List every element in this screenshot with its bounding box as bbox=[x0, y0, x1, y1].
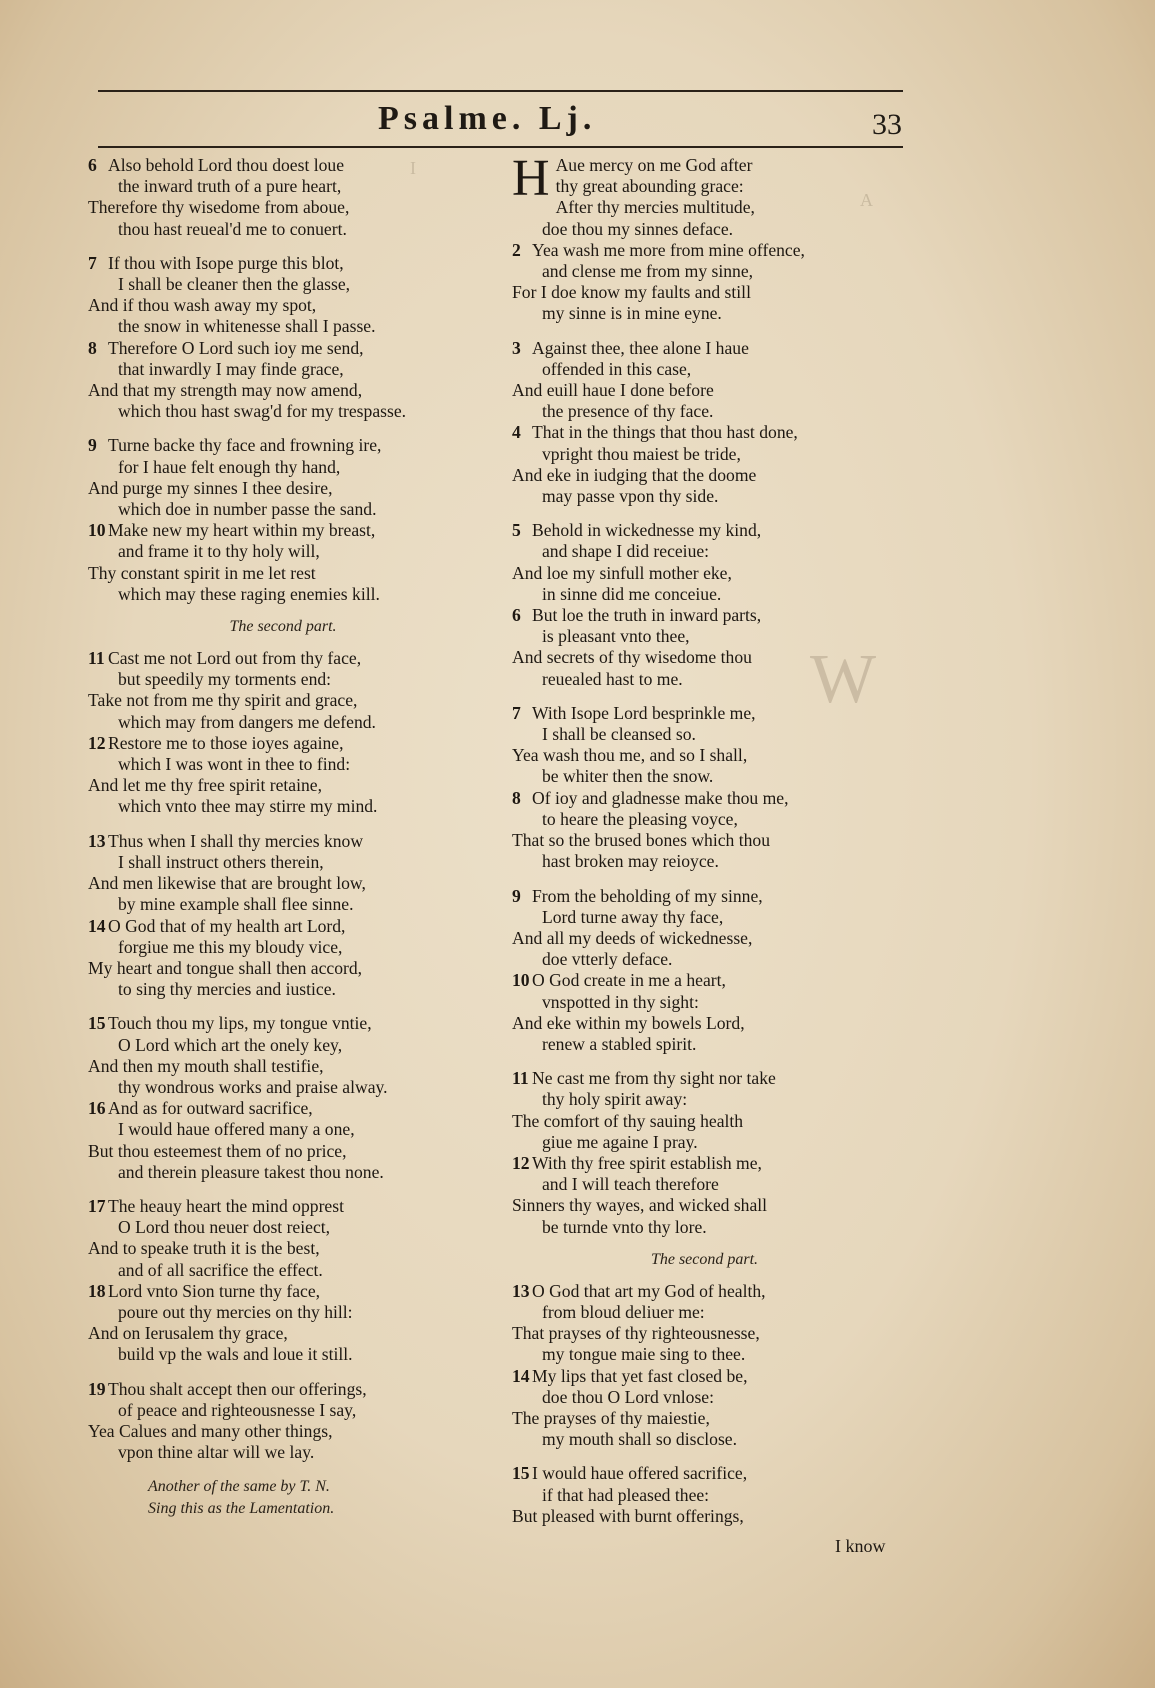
verse-line bbox=[88, 775, 478, 796]
verse-number: 16 bbox=[88, 1098, 106, 1119]
verse-number: 15 bbox=[512, 1463, 530, 1484]
verse-text: O God that of my health art Lord, bbox=[108, 915, 346, 936]
verse-text: forgiue me this my bloudy vice, bbox=[118, 936, 343, 957]
verse-line bbox=[88, 1035, 478, 1056]
verse-text: to heare the pleasing voyce, bbox=[542, 808, 738, 829]
verse-line bbox=[88, 1260, 478, 1281]
verse-text: And eke in iudging that the doome bbox=[512, 464, 757, 485]
verse-text: After thy mercies multitude, bbox=[555, 197, 755, 218]
stanza bbox=[88, 831, 478, 1001]
verse-line bbox=[512, 809, 897, 830]
verse-number: 9 bbox=[88, 435, 97, 456]
verse-text: which vnto thee may stirre my mind. bbox=[118, 796, 378, 817]
verse-text: the snow in whitenesse shall I passe. bbox=[118, 316, 376, 337]
verse-text: I shall be cleaner then the glasse, bbox=[118, 274, 351, 295]
verse-text: and frame it to thy holy will, bbox=[118, 541, 320, 562]
stanza bbox=[512, 1463, 897, 1527]
verse-text: for I haue felt enough thy hand, bbox=[118, 456, 341, 477]
verse-text: Also behold Lord thou doest loue bbox=[108, 155, 345, 175]
verse-text: From the beholding of my sinne, bbox=[532, 885, 763, 906]
verse-text: And let me thy free spirit retaine, bbox=[88, 775, 323, 796]
stanza bbox=[512, 338, 897, 508]
verse-number: 14 bbox=[88, 915, 106, 936]
verse-line bbox=[88, 669, 478, 690]
verse-text: And purge my sinnes I thee desire, bbox=[88, 477, 333, 498]
verse-line bbox=[512, 520, 897, 541]
verse-text: Make new my heart within my breast, bbox=[108, 520, 376, 541]
verse-text: And to speake truth it is the best, bbox=[88, 1238, 320, 1259]
verse-text: That prayses of thy righteousnesse, bbox=[512, 1323, 760, 1344]
verse-line bbox=[512, 1323, 897, 1344]
verse-line bbox=[88, 359, 478, 380]
verse-line bbox=[512, 155, 897, 176]
verse-line bbox=[512, 303, 897, 324]
verse-line bbox=[88, 796, 478, 817]
stanza bbox=[88, 155, 478, 240]
verse-line bbox=[512, 928, 897, 949]
verse-line bbox=[88, 1442, 478, 1463]
verse-text: vpright thou maiest be tride, bbox=[542, 443, 741, 464]
verse-number: 11 bbox=[512, 1068, 529, 1089]
verse-line bbox=[88, 338, 478, 359]
verse-text: Restore me to those ioyes againe, bbox=[108, 732, 344, 753]
verse-line bbox=[512, 647, 897, 668]
verse-line bbox=[88, 754, 478, 775]
verse-line bbox=[88, 1056, 478, 1077]
verse-text: Yea wash me more from mine offence, bbox=[532, 239, 805, 260]
verse-text: But loe the truth in inward parts, bbox=[532, 605, 762, 626]
verse-text: And if thou wash away my spot, bbox=[88, 295, 317, 316]
verse-line bbox=[512, 1217, 897, 1238]
verse-line bbox=[88, 316, 478, 337]
show-through: W bbox=[810, 641, 877, 718]
verse-line bbox=[512, 1302, 897, 1323]
verse-number: 19 bbox=[88, 1378, 106, 1399]
verse-text: Of ioy and gladnesse make thou me, bbox=[532, 787, 789, 808]
verse-line bbox=[512, 584, 897, 605]
verse-text: and shape I did receiue: bbox=[542, 541, 710, 562]
verse-number: 13 bbox=[512, 1280, 530, 1301]
verse-line bbox=[512, 970, 897, 991]
verse-text: from bloud deliuer me: bbox=[542, 1301, 705, 1322]
verse-text: to sing thy mercies and iustice. bbox=[118, 979, 336, 1000]
verse-line bbox=[512, 1408, 897, 1429]
verse-text: And that my strength may now amend, bbox=[88, 380, 363, 401]
verse-text: be whiter then the snow. bbox=[542, 766, 714, 787]
verse-text: Therefore thy wisedome from aboue, bbox=[88, 197, 350, 218]
verse-text: of peace and righteousnesse I say, bbox=[118, 1399, 357, 1420]
verse-text: and I will teach therefore bbox=[542, 1174, 719, 1195]
verse-line bbox=[88, 1421, 478, 1442]
verse-line bbox=[512, 1195, 897, 1216]
running-title: Psalme. Lj. bbox=[378, 100, 597, 137]
verse-line bbox=[88, 176, 478, 197]
verse-line bbox=[512, 766, 897, 787]
verse-number: 10 bbox=[512, 970, 530, 991]
verse-line bbox=[88, 733, 478, 754]
verse-text: O God that art my God of health, bbox=[532, 1280, 766, 1301]
stanza bbox=[88, 253, 478, 423]
verse-text: My heart and tongue shall then accord, bbox=[88, 957, 363, 978]
stanza bbox=[88, 1013, 478, 1183]
verse-line bbox=[88, 155, 478, 176]
verse-number: 12 bbox=[512, 1152, 530, 1173]
verse-line bbox=[512, 830, 897, 851]
verse-line bbox=[88, 1013, 478, 1034]
verse-line bbox=[88, 1141, 478, 1162]
verse-text: the presence of thy face. bbox=[542, 401, 714, 422]
verse-text: Thy constant spirit in me let rest bbox=[88, 562, 316, 583]
tune-direction: Another of the same by T. N. bbox=[148, 1478, 330, 1496]
verse-line bbox=[88, 197, 478, 218]
verse-line bbox=[512, 486, 897, 507]
verse-text: which may from dangers me defend. bbox=[118, 711, 376, 732]
verse-text: thy wondrous works and praise alway. bbox=[118, 1076, 388, 1097]
verse-line bbox=[88, 958, 478, 979]
verse-text: which may these raging enemies kill. bbox=[118, 583, 380, 604]
verse-line bbox=[512, 240, 897, 261]
verse-text: thy holy spirit away: bbox=[542, 1089, 688, 1110]
verse-text: Behold in wickednesse my kind, bbox=[532, 520, 762, 541]
verse-text: and clense me from my sinne, bbox=[542, 261, 754, 282]
verse-text: hast broken may reioyce. bbox=[542, 851, 719, 872]
verse-number: 9 bbox=[512, 885, 521, 906]
verse-line bbox=[88, 1217, 478, 1238]
verse-text: With thy free spirit establish me, bbox=[532, 1152, 762, 1173]
verse-number: 17 bbox=[88, 1195, 106, 1216]
verse-text: Lord vnto Sion turne thy face, bbox=[108, 1280, 321, 1301]
verse-text: Turne backe thy face and frowning ire, bbox=[108, 435, 382, 456]
verse-text: doe thou my sinnes deface. bbox=[542, 218, 734, 239]
verse-text: Thus when I shall thy mercies know bbox=[108, 830, 364, 851]
stanza bbox=[512, 150, 897, 325]
verse-text: Against thee, thee alone I haue bbox=[532, 337, 749, 358]
verse-line bbox=[512, 176, 897, 197]
verse-text: Sinners thy wayes, and wicked shall bbox=[512, 1195, 768, 1216]
verse-line bbox=[88, 873, 478, 894]
verse-line bbox=[88, 712, 478, 733]
verse-number: 10 bbox=[88, 520, 106, 541]
verse-line bbox=[88, 979, 478, 1000]
verse-text: by mine example shall flee sinne. bbox=[118, 894, 354, 915]
verse-text: And then my mouth shall testifie, bbox=[88, 1055, 324, 1076]
verse-line bbox=[512, 1089, 897, 1110]
verse-text: That in the things that thou hast done, bbox=[532, 422, 798, 443]
verse-line bbox=[512, 1344, 897, 1365]
verse-text: With Isope Lord besprinkle me, bbox=[532, 702, 756, 723]
stanza bbox=[88, 1196, 478, 1366]
verse-text: But pleased with burnt offerings, bbox=[512, 1505, 744, 1526]
verse-line bbox=[512, 949, 897, 970]
verse-line bbox=[88, 295, 478, 316]
stanza bbox=[512, 886, 897, 1056]
verse-number: 6 bbox=[88, 155, 97, 175]
page-number: 33 bbox=[872, 108, 902, 141]
verse-line bbox=[88, 435, 478, 456]
right-column bbox=[512, 150, 897, 1540]
verse-number: 8 bbox=[88, 337, 97, 358]
verse-text: doe vtterly deface. bbox=[542, 949, 673, 970]
verse-line bbox=[512, 992, 897, 1013]
verse-line bbox=[88, 1196, 478, 1217]
verse-line bbox=[88, 380, 478, 401]
verse-line bbox=[512, 626, 897, 647]
verse-text: be turnde vnto thy lore. bbox=[542, 1216, 707, 1237]
verse-text: If thou with Isope purge this blot, bbox=[108, 252, 344, 273]
verse-text: The prayses of thy maiestie, bbox=[512, 1407, 710, 1428]
verse-number: 12 bbox=[88, 732, 106, 753]
verse-line bbox=[512, 703, 897, 724]
verse-text: reuealed hast to me. bbox=[542, 668, 683, 689]
verse-text: Take not from me thy spirit and grace, bbox=[88, 690, 358, 711]
verse-line bbox=[512, 1174, 897, 1195]
verse-line bbox=[512, 851, 897, 872]
verse-text: which thou hast swag'd for my trespasse. bbox=[118, 401, 407, 422]
verse-text: the inward truth of a pure heart, bbox=[118, 176, 342, 197]
verse-line bbox=[88, 1162, 478, 1183]
verse-line bbox=[88, 937, 478, 958]
verse-line bbox=[88, 520, 478, 541]
verse-line bbox=[88, 253, 478, 274]
stanza bbox=[512, 703, 897, 873]
tune-direction: Sing this as the Lamentation. bbox=[148, 1500, 335, 1518]
verse-line bbox=[88, 1344, 478, 1365]
verse-text: Aue mercy on me God after bbox=[555, 155, 753, 175]
verse-text: I would haue offered sacrifice, bbox=[532, 1463, 748, 1484]
verse-text: For I doe know my faults and still bbox=[512, 282, 751, 303]
verse-line bbox=[512, 1034, 897, 1055]
verse-text: my sinne is in mine eyne. bbox=[542, 303, 722, 324]
verse-text: But thou esteemest them of no price, bbox=[88, 1140, 347, 1161]
verse-line bbox=[512, 465, 897, 486]
verse-line bbox=[88, 563, 478, 584]
stanza bbox=[512, 1068, 897, 1238]
verse-line bbox=[512, 1111, 897, 1132]
verse-text: which I was wont in thee to find: bbox=[118, 754, 351, 775]
catchword: I know bbox=[835, 1536, 886, 1556]
verse-line bbox=[512, 1463, 897, 1484]
show-through: I bbox=[410, 158, 416, 178]
verse-number: 2 bbox=[512, 239, 521, 260]
verse-text: vpon thine altar will we lay. bbox=[118, 1442, 315, 1463]
verse-text: O Lord thou neuer dost reiect, bbox=[118, 1217, 331, 1238]
verse-text: And all my deeds of wickednesse, bbox=[512, 927, 753, 948]
verse-text: thou hast reueal'd me to conuert. bbox=[118, 218, 347, 239]
verse-number: 13 bbox=[88, 830, 106, 851]
verse-line bbox=[512, 886, 897, 907]
verse-line bbox=[88, 1098, 478, 1119]
stanza bbox=[512, 1281, 897, 1451]
verse-text: And as for outward sacrifice, bbox=[108, 1098, 313, 1119]
verse-line bbox=[512, 359, 897, 380]
verse-line bbox=[512, 1485, 897, 1506]
verse-text: Yea Calues and many other things, bbox=[88, 1420, 333, 1441]
verse-text: Cast me not Lord out from thy face, bbox=[108, 648, 362, 669]
verse-line bbox=[88, 457, 478, 478]
verse-line bbox=[88, 219, 478, 240]
verse-text: in sinne did me conceiue. bbox=[542, 583, 722, 604]
verse-text: Yea wash thou me, and so I shall, bbox=[512, 745, 748, 766]
verse-text: The heauy heart the mind opprest bbox=[108, 1195, 344, 1216]
verse-line bbox=[512, 563, 897, 584]
header-rule bbox=[98, 146, 903, 148]
verse-line bbox=[512, 338, 897, 359]
verse-line bbox=[512, 1366, 897, 1387]
verse-line bbox=[512, 605, 897, 626]
verse-line bbox=[512, 282, 897, 303]
verse-line bbox=[512, 219, 897, 240]
verse-text: Ne cast me from thy sight nor take bbox=[532, 1068, 776, 1089]
verse-line bbox=[88, 852, 478, 873]
verse-text: may passe vpon thy side. bbox=[542, 486, 719, 507]
verse-text: O Lord which art the onely key, bbox=[118, 1034, 343, 1055]
verse-number: 7 bbox=[512, 702, 521, 723]
verse-text: build vp the wals and loue it still. bbox=[118, 1344, 353, 1365]
verse-text: and of all sacrifice the effect. bbox=[118, 1259, 323, 1280]
verse-line bbox=[512, 788, 897, 809]
top-rule bbox=[98, 90, 903, 92]
verse-line bbox=[88, 499, 478, 520]
verse-text: My lips that yet fast closed be, bbox=[532, 1365, 748, 1386]
verse-number: 11 bbox=[88, 648, 105, 669]
verse-line bbox=[512, 745, 897, 766]
verse-text: giue me againe I pray. bbox=[542, 1131, 698, 1152]
verse-number: 8 bbox=[512, 787, 521, 808]
verse-text: my tongue maie sing to thee. bbox=[542, 1344, 746, 1365]
verse-number: 3 bbox=[512, 337, 521, 358]
verse-text: offended in this case, bbox=[542, 358, 692, 379]
verse-line bbox=[88, 274, 478, 295]
verse-text: that inwardly I may finde grace, bbox=[118, 358, 344, 379]
verse-line bbox=[512, 669, 897, 690]
verse-number: 7 bbox=[88, 252, 97, 273]
verse-line bbox=[512, 1153, 897, 1174]
section-heading: The second part. bbox=[229, 618, 337, 636]
stanza bbox=[88, 435, 478, 605]
verse-line bbox=[88, 401, 478, 422]
verse-text: And euill haue I done before bbox=[512, 380, 714, 401]
verse-text: And men likewise that are brought low, bbox=[88, 873, 366, 894]
verse-line bbox=[88, 478, 478, 499]
verse-text: but speedily my torments end: bbox=[118, 669, 332, 690]
verse-text: And on Ierusalem thy grace, bbox=[88, 1323, 288, 1344]
verse-text: O God create in me a heart, bbox=[532, 970, 726, 991]
show-through: A bbox=[860, 190, 873, 210]
verse-text: I shall be cleansed so. bbox=[542, 724, 696, 745]
verse-line bbox=[88, 831, 478, 852]
verse-line bbox=[512, 1068, 897, 1089]
verse-number: 14 bbox=[512, 1365, 530, 1386]
verse-line bbox=[88, 1400, 478, 1421]
verse-line bbox=[512, 1281, 897, 1302]
verse-line bbox=[512, 444, 897, 465]
verse-text: and therein pleasure takest thou none. bbox=[118, 1161, 384, 1182]
verse-line bbox=[512, 1429, 897, 1450]
verse-line bbox=[88, 916, 478, 937]
verse-line bbox=[88, 584, 478, 605]
stanza bbox=[88, 1379, 478, 1464]
left-column bbox=[88, 155, 478, 1520]
verse-text: is pleasant vnto thee, bbox=[542, 626, 690, 647]
verse-line bbox=[512, 1506, 897, 1527]
verse-text: vnspotted in thy sight: bbox=[542, 991, 699, 1012]
verse-line bbox=[88, 1379, 478, 1400]
verse-line bbox=[512, 261, 897, 282]
verse-text: I would haue offered many a one, bbox=[118, 1119, 355, 1140]
verse-text: And secrets of thy wisedome thou bbox=[512, 647, 752, 668]
verse-line bbox=[512, 380, 897, 401]
verse-line bbox=[88, 1302, 478, 1323]
verse-text: renew a stabled spirit. bbox=[542, 1033, 697, 1054]
verse-line bbox=[88, 1119, 478, 1140]
verse-text: I shall instruct others therein, bbox=[118, 851, 324, 872]
verse-text: Touch thou my lips, my tongue vntie, bbox=[108, 1013, 372, 1034]
verse-number: 15 bbox=[88, 1013, 106, 1034]
verse-text: Therefore O Lord such ioy me send, bbox=[108, 337, 364, 358]
verse-text: The comfort of thy sauing health bbox=[512, 1110, 744, 1131]
verse-text: thy great abounding grace: bbox=[555, 176, 744, 197]
verse-text: poure out thy mercies on thy hill: bbox=[118, 1301, 353, 1322]
verse-line bbox=[88, 1281, 478, 1302]
verse-line bbox=[512, 401, 897, 422]
verse-line bbox=[88, 1238, 478, 1259]
verse-number: 6 bbox=[512, 605, 521, 626]
verse-line bbox=[512, 907, 897, 928]
verse-line bbox=[88, 690, 478, 711]
verse-line bbox=[512, 1387, 897, 1408]
verse-text: which doe in number passe the sand. bbox=[118, 499, 377, 520]
verse-text: Thou shalt accept then our offerings, bbox=[108, 1378, 367, 1399]
verse-line bbox=[88, 541, 478, 562]
verse-line bbox=[88, 1323, 478, 1344]
verse-line bbox=[512, 724, 897, 745]
verse-line bbox=[512, 197, 897, 218]
verse-number: 18 bbox=[88, 1280, 106, 1301]
verse-line bbox=[512, 541, 897, 562]
verse-text: if that had pleased thee: bbox=[542, 1484, 710, 1505]
section-heading: The second part. bbox=[650, 1250, 759, 1268]
verse-text: That so the brused bones which thou bbox=[512, 830, 770, 851]
verse-number: 4 bbox=[512, 422, 521, 443]
verse-line bbox=[512, 422, 897, 443]
drop-capital: H bbox=[512, 150, 550, 207]
verse-line bbox=[512, 1013, 897, 1034]
verse-text: And eke within my bowels Lord, bbox=[512, 1012, 745, 1033]
verse-text: Lord turne away thy face, bbox=[542, 906, 724, 927]
verse-line bbox=[88, 1077, 478, 1098]
verse-number: 5 bbox=[512, 520, 521, 541]
verse-text: And loe my sinfull mother eke, bbox=[512, 562, 732, 583]
verse-text: doe thou O Lord vnlose: bbox=[542, 1386, 715, 1407]
verse-line bbox=[88, 894, 478, 915]
stanza bbox=[512, 520, 897, 690]
verse-text: my mouth shall so disclose. bbox=[542, 1429, 737, 1450]
verse-line bbox=[88, 648, 478, 669]
stanza bbox=[88, 648, 478, 818]
verse-line bbox=[512, 1132, 897, 1153]
